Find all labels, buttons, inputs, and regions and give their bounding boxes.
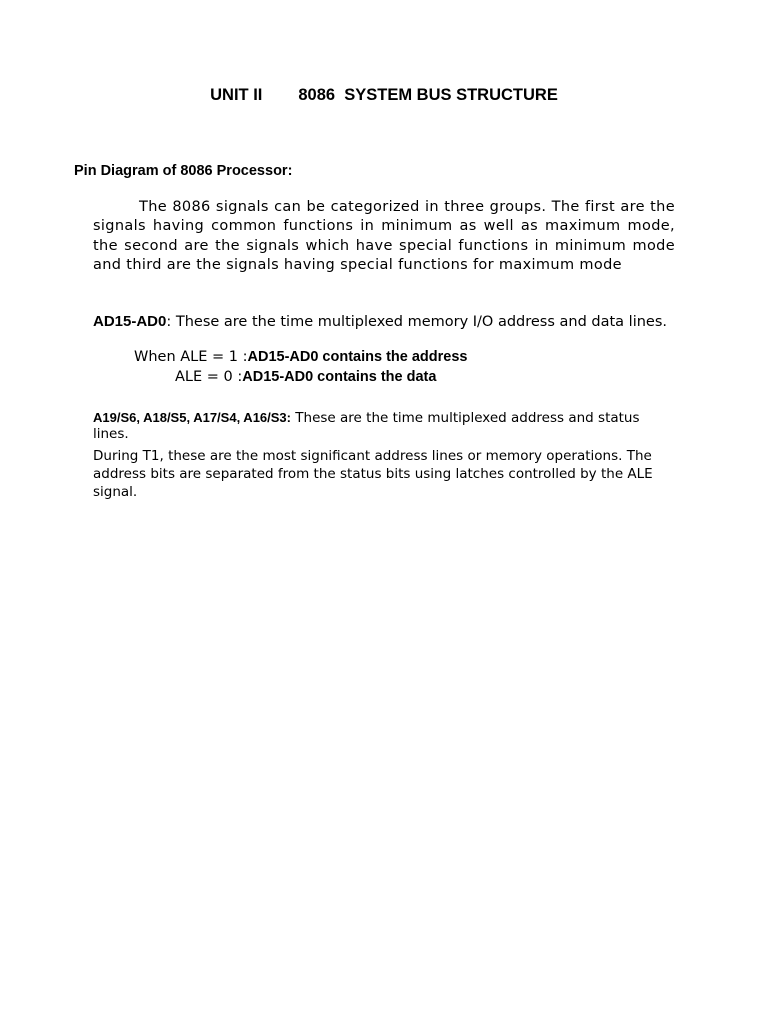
title-topic: 8086 SYSTEM BUS STRUCTURE <box>298 86 558 104</box>
ale-high-line <box>134 349 467 365</box>
ad-definition <box>93 313 675 331</box>
section-heading: Pin Diagram of 8086 Processor: <box>74 163 293 179</box>
t1-paragraph: During T1, these are the most significant address lines or memory operations. The address bits are separated from the status bits using latches controlled by the ALE signal. <box>93 448 653 500</box>
status-definition <box>93 410 675 442</box>
ad-description: : These are the time multiplexed memory I/O address and data lines. <box>166 314 668 330</box>
intro-paragraph: The 8086 signals can be categorized in three groups. The first are the signals having common functions in minimum as well as maximum mode, the second are the signals which have special functions in minimum mode and third are the signals having special functions for maximum mode <box>93 199 675 273</box>
ale-high-text: AD15-AD0 contains the address <box>247 349 468 365</box>
ad-term: AD15-AD0 <box>93 313 167 330</box>
status-term: A19/S6, A18/S5, A17/S4, A16/S3: <box>93 410 291 425</box>
page-title <box>0 86 768 105</box>
ale-low-line <box>175 369 436 385</box>
ale-low-prefix: ALE = 0 : <box>175 369 243 385</box>
title-unit: UNIT II <box>210 86 263 104</box>
ale-low-text: AD15-AD0 contains the data <box>242 369 437 385</box>
status-description: These are the time multiplexed address and status lines. <box>93 410 640 442</box>
ale-high-prefix: When ALE = 1 : <box>134 349 248 365</box>
